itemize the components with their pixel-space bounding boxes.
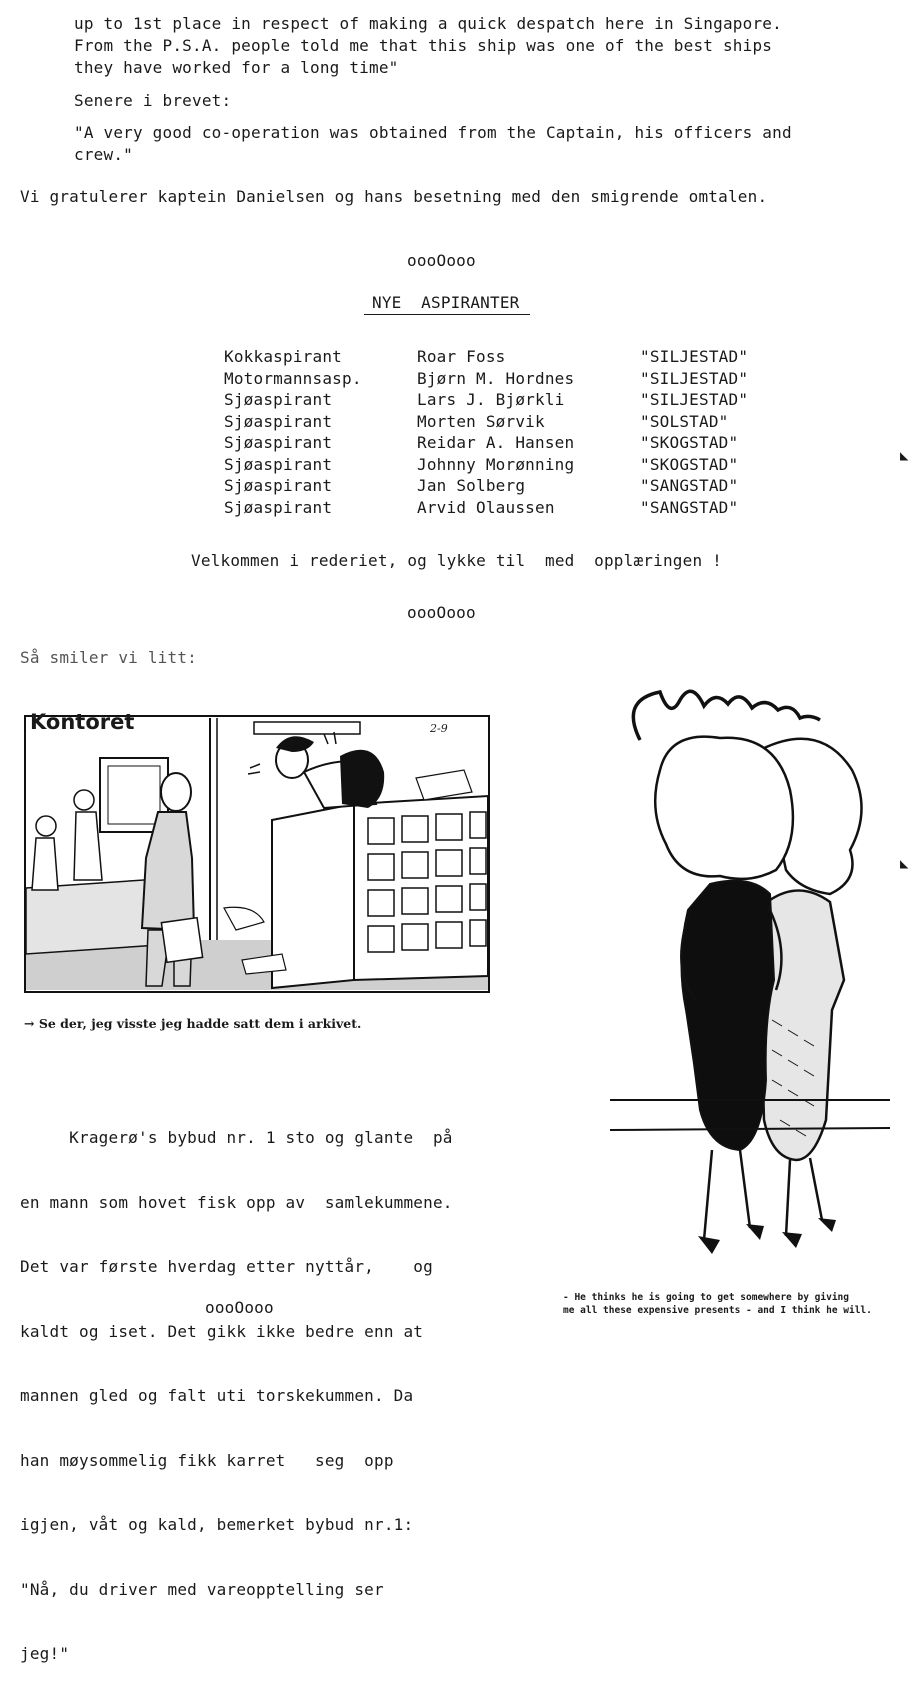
aspirant-role: Sjøaspirant — [224, 390, 333, 409]
aspirant-role: Sjøaspirant — [224, 411, 333, 431]
women-cartoon-drawing — [600, 680, 900, 1270]
aspirant-ship: "SKOGSTAD" — [640, 454, 739, 474]
arrow-icon: → — [24, 1016, 39, 1031]
margin-mark-icon: ◣ — [900, 856, 909, 872]
office-cartoon-drawing — [24, 708, 490, 994]
aspirant-name: Arvid Olaussen — [417, 497, 555, 517]
aspirant-role: Sjøaspirant — [224, 454, 333, 474]
quote2-line-1: "A very good co-operation was obtained from the Captain, his officers and — [74, 123, 792, 142]
story-line: "Nå, du driver med vareopptelling ser — [20, 1579, 384, 1599]
office-cartoon-caption — [24, 1016, 361, 1031]
quote-line-2: From the P.S.A. people told me that this ship was one of the best ships — [74, 36, 773, 55]
story-line: en mann som hovet fisk opp av samlekummene. — [20, 1192, 453, 1212]
office-cartoon-signature: 2-9 — [430, 722, 448, 735]
aspirant-ships — [640, 346, 748, 518]
women-cartoon-caption-line: me all these expensive presents - and I think he will. — [563, 1305, 872, 1316]
aspirant-name: Johnny Morønning — [417, 454, 575, 474]
story-line: jeg!" — [20, 1644, 70, 1663]
aspirants-heading: NYE ASPIRANTER — [364, 293, 530, 315]
separator-3: oooOooo — [205, 1298, 274, 1317]
story-line: kaldt og iset. Det gikk ikke bedre enn at — [20, 1321, 424, 1341]
quote-line-3: they have worked for a long time" — [74, 58, 399, 77]
women-cartoon — [600, 680, 900, 1270]
aspirant-role: Motormannsasp. — [224, 368, 362, 388]
story-line: igjen, våt og kald, bemerket bybud nr.1: — [20, 1515, 414, 1534]
aspirant-role: Sjøaspirant — [224, 497, 333, 517]
aspirant-ship: "SILJESTAD" — [640, 347, 749, 366]
aspirant-role: Sjøaspirant — [224, 433, 333, 452]
story — [20, 1084, 453, 1686]
women-cartoon-caption-line: - He thinks he is going to get somewhere by giving — [563, 1292, 849, 1303]
quote2-line-2: crew." — [74, 145, 133, 164]
aspirant-names — [417, 346, 574, 518]
story-line: han møysommelig fikk karret seg opp — [20, 1450, 394, 1470]
later-label: Senere i brevet: — [74, 91, 232, 110]
aspirant-name: Jan Solberg — [417, 476, 526, 495]
aspirant-name: Lars J. Bjørkli — [417, 390, 565, 409]
separator-1: oooOooo — [407, 251, 476, 270]
aspirant-name: Roar Foss — [417, 347, 506, 366]
story-line: Kragerø's bybud nr. 1 sto og glante på — [20, 1128, 453, 1147]
aspirant-name: Bjørn M. Hordnes — [417, 368, 575, 388]
aspirant-ship: "SANGSTAD" — [640, 476, 739, 495]
margin-mark-icon: ◣ — [900, 448, 909, 464]
congrats-text: Vi gratulerer kaptein Danielsen og hans besetning med den smigrende omtalen. — [20, 187, 768, 206]
office-cartoon — [24, 708, 490, 994]
welcome-text: Velkommen i rederiet, og lykke til med opplæringen ! — [191, 551, 722, 570]
aspirant-role: Sjøaspirant — [224, 476, 333, 495]
quote-line-1: up to 1st place in respect of making a quick despatch here in Singapore. — [74, 14, 782, 33]
aspirant-ship: "SKOGSTAD" — [640, 433, 739, 452]
aspirant-name: Morten Sørvik — [417, 411, 545, 431]
office-cartoon-caption-text: Se der, jeg visste jeg hadde satt dem i arkivet. — [38, 1016, 362, 1031]
story-line: Det var første hverdag etter nyttår, og — [20, 1257, 433, 1276]
aspirant-roles — [224, 346, 362, 518]
aspirant-ship: "SILJESTAD" — [640, 368, 749, 388]
women-cartoon-caption — [563, 1291, 872, 1317]
aspirant-role: Kokkaspirant — [224, 347, 342, 366]
humor-intro: Så smiler vi litt: — [20, 648, 197, 667]
story-line: mannen gled og falt uti torskekummen. Da — [20, 1386, 414, 1405]
separator-2: oooOooo — [407, 603, 476, 622]
aspirant-ship: "SANGSTAD" — [640, 497, 739, 517]
aspirant-ship: "SILJESTAD" — [640, 390, 749, 409]
aspirants-heading-wrap — [364, 292, 530, 314]
office-cartoon-title: Kontoret — [30, 710, 135, 734]
aspirant-name: Reidar A. Hansen — [417, 433, 575, 452]
aspirant-ship: "SOLSTAD" — [640, 411, 729, 431]
